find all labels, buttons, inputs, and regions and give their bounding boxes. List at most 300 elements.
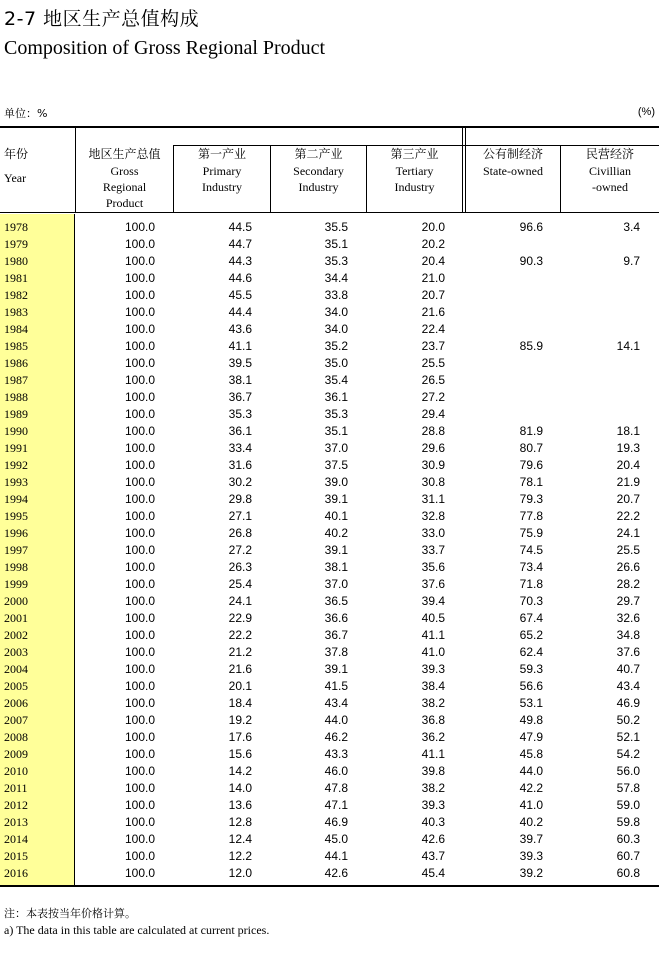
cell-state-owned: 53.1 (519, 696, 543, 710)
cell-secondary: 47.1 (324, 798, 348, 812)
cell-secondary: 35.3 (324, 407, 348, 421)
cell-year: 1993 (4, 475, 28, 489)
cell-total: 100.0 (124, 288, 155, 302)
table-row (0, 797, 659, 814)
cell-total: 100.0 (124, 628, 155, 642)
cell-secondary: 37.5 (324, 458, 348, 472)
cell-year: 1990 (4, 424, 28, 438)
cell-primary: 21.6 (228, 662, 252, 676)
cell-primary: 36.1 (228, 424, 252, 438)
cell-year: 2002 (4, 628, 28, 642)
cell-year: 1985 (4, 339, 28, 353)
cell-secondary: 34.0 (324, 322, 348, 336)
cell-total: 100.0 (124, 815, 155, 829)
page-title-cn: 2-7 地区生产总值构成 (4, 8, 200, 30)
cell-year: 1995 (4, 509, 28, 523)
cell-year: 1998 (4, 560, 28, 574)
cell-year: 2007 (4, 713, 28, 727)
cell-secondary: 47.8 (324, 781, 348, 795)
cell-primary: 24.1 (228, 594, 252, 608)
cell-civilian-owned: 60.7 (616, 849, 640, 863)
cell-year: 2013 (4, 815, 28, 829)
cell-year: 2009 (4, 747, 28, 761)
cell-year: 1989 (4, 407, 28, 421)
cell-tertiary: 42.6 (421, 832, 445, 846)
cell-civilian-owned: 26.6 (616, 560, 640, 574)
cell-tertiary: 38.4 (421, 679, 445, 693)
cell-civilian-owned: 24.1 (616, 526, 640, 540)
header-total (76, 145, 173, 212)
cell-secondary: 46.2 (324, 730, 348, 744)
cell-primary: 12.2 (228, 849, 252, 863)
cell-primary: 43.6 (228, 322, 252, 336)
cell-year: 1984 (4, 322, 28, 336)
table-row (0, 814, 659, 831)
table-row (0, 321, 659, 338)
cell-total: 100.0 (124, 730, 155, 744)
cell-civilian-owned: 22.2 (616, 509, 640, 523)
cell-state-owned: 77.8 (519, 509, 543, 523)
cell-tertiary: 31.1 (421, 492, 445, 506)
cell-state-owned: 79.6 (519, 458, 543, 472)
cell-year: 1997 (4, 543, 28, 557)
table-row (0, 491, 659, 508)
cell-total: 100.0 (124, 322, 155, 336)
table-header (0, 126, 659, 214)
cell-tertiary: 30.8 (421, 475, 445, 489)
cell-secondary: 43.3 (324, 747, 348, 761)
cell-state-owned: 59.3 (519, 662, 543, 676)
cell-total: 100.0 (124, 254, 155, 268)
header-civ-cn: 民营经济 (585, 147, 634, 161)
cell-tertiary: 30.9 (421, 458, 445, 472)
header-year-en: Year (4, 171, 27, 185)
cell-primary: 26.8 (228, 526, 252, 540)
cell-secondary: 36.1 (324, 390, 348, 404)
table-row (0, 644, 659, 661)
cell-total: 100.0 (124, 424, 155, 438)
cell-civilian-owned: 9.7 (623, 254, 640, 268)
unit-label-cn: 单位：% (4, 107, 48, 120)
cell-secondary: 35.4 (324, 373, 348, 387)
cell-state-owned: 74.5 (519, 543, 543, 557)
cell-primary: 20.1 (228, 679, 252, 693)
cell-civilian-owned: 34.8 (616, 628, 640, 642)
table-row (0, 389, 659, 406)
cell-primary: 44.6 (228, 271, 252, 285)
cell-secondary: 35.5 (324, 220, 348, 234)
cell-secondary: 43.4 (324, 696, 348, 710)
cell-year: 1983 (4, 305, 28, 319)
cell-state-owned: 75.9 (519, 526, 543, 540)
footnote-en: a) The data in this table are calculated at current prices. (4, 923, 270, 937)
cell-tertiary: 26.5 (421, 373, 445, 387)
cell-civilian-owned: 59.0 (616, 798, 640, 812)
cell-primary: 26.3 (228, 560, 252, 574)
cell-primary: 12.8 (228, 815, 252, 829)
cell-state-owned: 67.4 (519, 611, 543, 625)
table-row (0, 865, 659, 882)
cell-total: 100.0 (124, 577, 155, 591)
cell-tertiary: 36.8 (421, 713, 445, 727)
cell-secondary: 44.1 (324, 849, 348, 863)
cell-state-owned: 70.3 (519, 594, 543, 608)
header-tertiary (367, 145, 462, 212)
cell-primary: 27.2 (228, 543, 252, 557)
cell-secondary: 35.0 (324, 356, 348, 370)
cell-state-owned: 79.3 (519, 492, 543, 506)
cell-year: 2000 (4, 594, 28, 608)
table-row (0, 355, 659, 372)
page-title-en: Composition of Gross Regional Product (4, 37, 326, 59)
cell-total: 100.0 (124, 866, 155, 880)
table-top-rule (0, 126, 659, 128)
cell-total: 100.0 (124, 441, 155, 455)
cell-year: 1988 (4, 390, 28, 404)
cell-civilian-owned: 57.8 (616, 781, 640, 795)
cell-secondary: 41.5 (324, 679, 348, 693)
cell-year: 1978 (4, 220, 28, 234)
cell-secondary: 44.0 (324, 713, 348, 727)
cell-tertiary: 20.0 (421, 220, 445, 234)
cell-tertiary: 20.7 (421, 288, 445, 302)
header-state-en: State-owned (483, 164, 543, 178)
header-secondary-en: Secondary Industry (293, 164, 344, 194)
cell-primary: 31.6 (228, 458, 252, 472)
cell-secondary: 35.1 (324, 424, 348, 438)
cell-year: 2003 (4, 645, 28, 659)
cell-civilian-owned: 52.1 (616, 730, 640, 744)
cell-state-owned: 56.6 (519, 679, 543, 693)
cell-year: 1996 (4, 526, 28, 540)
cell-secondary: 42.6 (324, 866, 348, 880)
header-primary (174, 145, 270, 212)
table-row (0, 253, 659, 270)
cell-year: 2014 (4, 832, 28, 846)
cell-total: 100.0 (124, 679, 155, 693)
header-year (4, 145, 28, 186)
cell-total: 100.0 (124, 237, 155, 251)
cell-civilian-owned: 18.1 (616, 424, 640, 438)
cell-year: 2016 (4, 866, 28, 880)
cell-state-owned: 49.8 (519, 713, 543, 727)
cell-year: 1980 (4, 254, 28, 268)
cell-tertiary: 28.8 (421, 424, 445, 438)
table-row (0, 338, 659, 355)
table-row (0, 440, 659, 457)
table-row (0, 848, 659, 865)
header-tertiary-cn: 第三产业 (390, 147, 439, 161)
cell-tertiary: 39.8 (421, 764, 445, 778)
cell-total: 100.0 (124, 509, 155, 523)
table-row (0, 525, 659, 542)
cell-primary: 45.5 (228, 288, 252, 302)
cell-primary: 29.8 (228, 492, 252, 506)
cell-state-owned: 40.2 (519, 815, 543, 829)
cell-total: 100.0 (124, 696, 155, 710)
cell-state-owned: 41.0 (519, 798, 543, 812)
cell-secondary: 34.4 (324, 271, 348, 285)
cell-secondary: 39.1 (324, 492, 348, 506)
cell-civilian-owned: 19.3 (616, 441, 640, 455)
cell-civilian-owned: 60.8 (616, 866, 640, 880)
cell-total: 100.0 (124, 526, 155, 540)
cell-civilian-owned: 14.1 (616, 339, 640, 353)
cell-civilian-owned: 50.2 (616, 713, 640, 727)
cell-tertiary: 20.2 (421, 237, 445, 251)
cell-total: 100.0 (124, 356, 155, 370)
cell-tertiary: 43.7 (421, 849, 445, 863)
cell-year: 1999 (4, 577, 28, 591)
cell-secondary: 39.0 (324, 475, 348, 489)
table-row (0, 423, 659, 440)
cell-tertiary: 41.0 (421, 645, 445, 659)
header-primary-en: Primary Industry (202, 164, 242, 194)
cell-year: 2005 (4, 679, 28, 693)
cell-total: 100.0 (124, 390, 155, 404)
cell-civilian-owned: 46.9 (616, 696, 640, 710)
cell-primary: 25.4 (228, 577, 252, 591)
table-row (0, 542, 659, 559)
cell-primary: 12.0 (228, 866, 252, 880)
cell-tertiary: 20.4 (421, 254, 445, 268)
header-secondary (271, 145, 366, 212)
cell-tertiary: 22.4 (421, 322, 445, 336)
cell-primary: 27.1 (228, 509, 252, 523)
cell-secondary: 36.5 (324, 594, 348, 608)
table-row (0, 508, 659, 525)
table-row (0, 270, 659, 287)
header-state-owned (466, 145, 560, 212)
cell-tertiary: 39.3 (421, 662, 445, 676)
cell-primary: 44.4 (228, 305, 252, 319)
cell-civilian-owned: 37.6 (616, 645, 640, 659)
cell-state-owned: 73.4 (519, 560, 543, 574)
cell-primary: 15.6 (228, 747, 252, 761)
header-secondary-cn: 第二产业 (294, 147, 343, 161)
cell-civilian-owned: 59.8 (616, 815, 640, 829)
cell-total: 100.0 (124, 645, 155, 659)
header-state-cn: 公有制经济 (482, 147, 543, 161)
table-row (0, 474, 659, 491)
cell-secondary: 40.1 (324, 509, 348, 523)
cell-tertiary: 41.1 (421, 747, 445, 761)
cell-tertiary: 23.7 (421, 339, 445, 353)
cell-total: 100.0 (124, 373, 155, 387)
cell-secondary: 35.1 (324, 237, 348, 251)
unit-label-en: (%) (637, 106, 655, 118)
cell-primary: 22.2 (228, 628, 252, 642)
table-row (0, 695, 659, 712)
cell-tertiary: 39.4 (421, 594, 445, 608)
cell-secondary: 34.0 (324, 305, 348, 319)
cell-primary: 36.7 (228, 390, 252, 404)
cell-civilian-owned: 28.2 (616, 577, 640, 591)
table-row (0, 712, 659, 729)
cell-total: 100.0 (124, 849, 155, 863)
table-row (0, 406, 659, 423)
cell-civilian-owned: 20.4 (616, 458, 640, 472)
cell-civilian-owned: 32.6 (616, 611, 640, 625)
header-divider (462, 126, 463, 213)
cell-year: 1992 (4, 458, 28, 472)
cell-primary: 41.1 (228, 339, 252, 353)
cell-state-owned: 45.8 (519, 747, 543, 761)
cell-primary: 35.3 (228, 407, 252, 421)
table-row (0, 831, 659, 848)
cell-tertiary: 38.2 (421, 696, 445, 710)
cell-year: 1986 (4, 356, 28, 370)
cell-total: 100.0 (124, 713, 155, 727)
cell-state-owned: 39.2 (519, 866, 543, 880)
header-tertiary-en: Tertiary Industry (394, 164, 435, 194)
cell-tertiary: 37.6 (421, 577, 445, 591)
footnote-cn: 注：本表按当年价格计算。 (4, 907, 136, 920)
cell-primary: 14.2 (228, 764, 252, 778)
cell-state-owned: 62.4 (519, 645, 543, 659)
cell-secondary: 35.2 (324, 339, 348, 353)
cell-secondary: 36.6 (324, 611, 348, 625)
table-row (0, 559, 659, 576)
cell-total: 100.0 (124, 543, 155, 557)
table-row (0, 678, 659, 695)
cell-year: 2011 (4, 781, 28, 795)
table-row (0, 593, 659, 610)
cell-tertiary: 21.6 (421, 305, 445, 319)
cell-secondary: 46.0 (324, 764, 348, 778)
table-row (0, 746, 659, 763)
cell-civilian-owned: 56.0 (616, 764, 640, 778)
header-civilian-owned (561, 145, 659, 212)
cell-civilian-owned: 25.5 (616, 543, 640, 557)
cell-secondary: 37.0 (324, 577, 348, 591)
cell-primary: 39.5 (228, 356, 252, 370)
table-row (0, 372, 659, 389)
header-civ-en: Civillian -owned (589, 164, 631, 194)
cell-civilian-owned: 43.4 (616, 679, 640, 693)
cell-total: 100.0 (124, 560, 155, 574)
cell-total: 100.0 (124, 475, 155, 489)
cell-tertiary: 33.7 (421, 543, 445, 557)
cell-total: 100.0 (124, 747, 155, 761)
cell-total: 100.0 (124, 271, 155, 285)
cell-tertiary: 38.2 (421, 781, 445, 795)
table-bottom-rule (0, 885, 659, 887)
cell-total: 100.0 (124, 611, 155, 625)
cell-year: 2015 (4, 849, 28, 863)
cell-state-owned: 96.6 (519, 220, 543, 234)
cell-tertiary: 40.5 (421, 611, 445, 625)
cell-primary: 17.6 (228, 730, 252, 744)
cell-secondary: 39.1 (324, 662, 348, 676)
table-row (0, 219, 659, 236)
cell-tertiary: 45.4 (421, 866, 445, 880)
table-row (0, 763, 659, 780)
cell-primary: 14.0 (228, 781, 252, 795)
cell-state-owned: 78.1 (519, 475, 543, 489)
cell-state-owned: 44.0 (519, 764, 543, 778)
cell-state-owned: 65.2 (519, 628, 543, 642)
cell-total: 100.0 (124, 407, 155, 421)
table-row (0, 610, 659, 627)
cell-total: 100.0 (124, 781, 155, 795)
cell-primary: 12.4 (228, 832, 252, 846)
cell-total: 100.0 (124, 798, 155, 812)
cell-total: 100.0 (124, 764, 155, 778)
cell-total: 100.0 (124, 339, 155, 353)
cell-tertiary: 25.5 (421, 356, 445, 370)
header-total-en: Gross Regional Product (102, 164, 147, 210)
cell-state-owned: 39.3 (519, 849, 543, 863)
cell-year: 1991 (4, 441, 28, 455)
cell-year: 2004 (4, 662, 28, 676)
cell-total: 100.0 (124, 492, 155, 506)
table-row (0, 576, 659, 593)
cell-primary: 22.9 (228, 611, 252, 625)
cell-tertiary: 40.3 (421, 815, 445, 829)
cell-year: 1987 (4, 373, 28, 387)
cell-state-owned: 47.9 (519, 730, 543, 744)
cell-primary: 21.2 (228, 645, 252, 659)
cell-year: 1979 (4, 237, 28, 251)
cell-primary: 44.7 (228, 237, 252, 251)
cell-primary: 30.2 (228, 475, 252, 489)
cell-primary: 18.4 (228, 696, 252, 710)
cell-secondary: 39.1 (324, 543, 348, 557)
cell-civilian-owned: 20.7 (616, 492, 640, 506)
cell-year: 1982 (4, 288, 28, 302)
table-row (0, 236, 659, 253)
cell-year: 1994 (4, 492, 28, 506)
cell-civilian-owned: 29.7 (616, 594, 640, 608)
cell-secondary: 45.0 (324, 832, 348, 846)
table-row (0, 457, 659, 474)
header-year-cn: 年份 (4, 147, 29, 161)
cell-secondary: 37.8 (324, 645, 348, 659)
cell-state-owned: 81.9 (519, 424, 543, 438)
table-row (0, 304, 659, 321)
table-row (0, 729, 659, 746)
header-total-cn: 地区生产总值 (88, 147, 161, 161)
cell-civilian-owned: 21.9 (616, 475, 640, 489)
cell-tertiary: 41.1 (421, 628, 445, 642)
cell-secondary: 35.3 (324, 254, 348, 268)
cell-tertiary: 29.6 (421, 441, 445, 455)
cell-total: 100.0 (124, 832, 155, 846)
cell-civilian-owned: 3.4 (623, 220, 640, 234)
cell-year: 2006 (4, 696, 28, 710)
table-row (0, 287, 659, 304)
cell-secondary: 33.8 (324, 288, 348, 302)
cell-primary: 13.6 (228, 798, 252, 812)
cell-secondary: 37.0 (324, 441, 348, 455)
cell-secondary: 46.9 (324, 815, 348, 829)
table-row (0, 627, 659, 644)
cell-tertiary: 36.2 (421, 730, 445, 744)
cell-state-owned: 71.8 (519, 577, 543, 591)
cell-primary: 38.1 (228, 373, 252, 387)
cell-total: 100.0 (124, 305, 155, 319)
cell-tertiary: 27.2 (421, 390, 445, 404)
cell-total: 100.0 (124, 594, 155, 608)
cell-tertiary: 33.0 (421, 526, 445, 540)
cell-primary: 44.5 (228, 220, 252, 234)
table-body (0, 219, 659, 882)
cell-secondary: 36.7 (324, 628, 348, 642)
cell-tertiary: 35.6 (421, 560, 445, 574)
cell-primary: 33.4 (228, 441, 252, 455)
cell-state-owned: 39.7 (519, 832, 543, 846)
